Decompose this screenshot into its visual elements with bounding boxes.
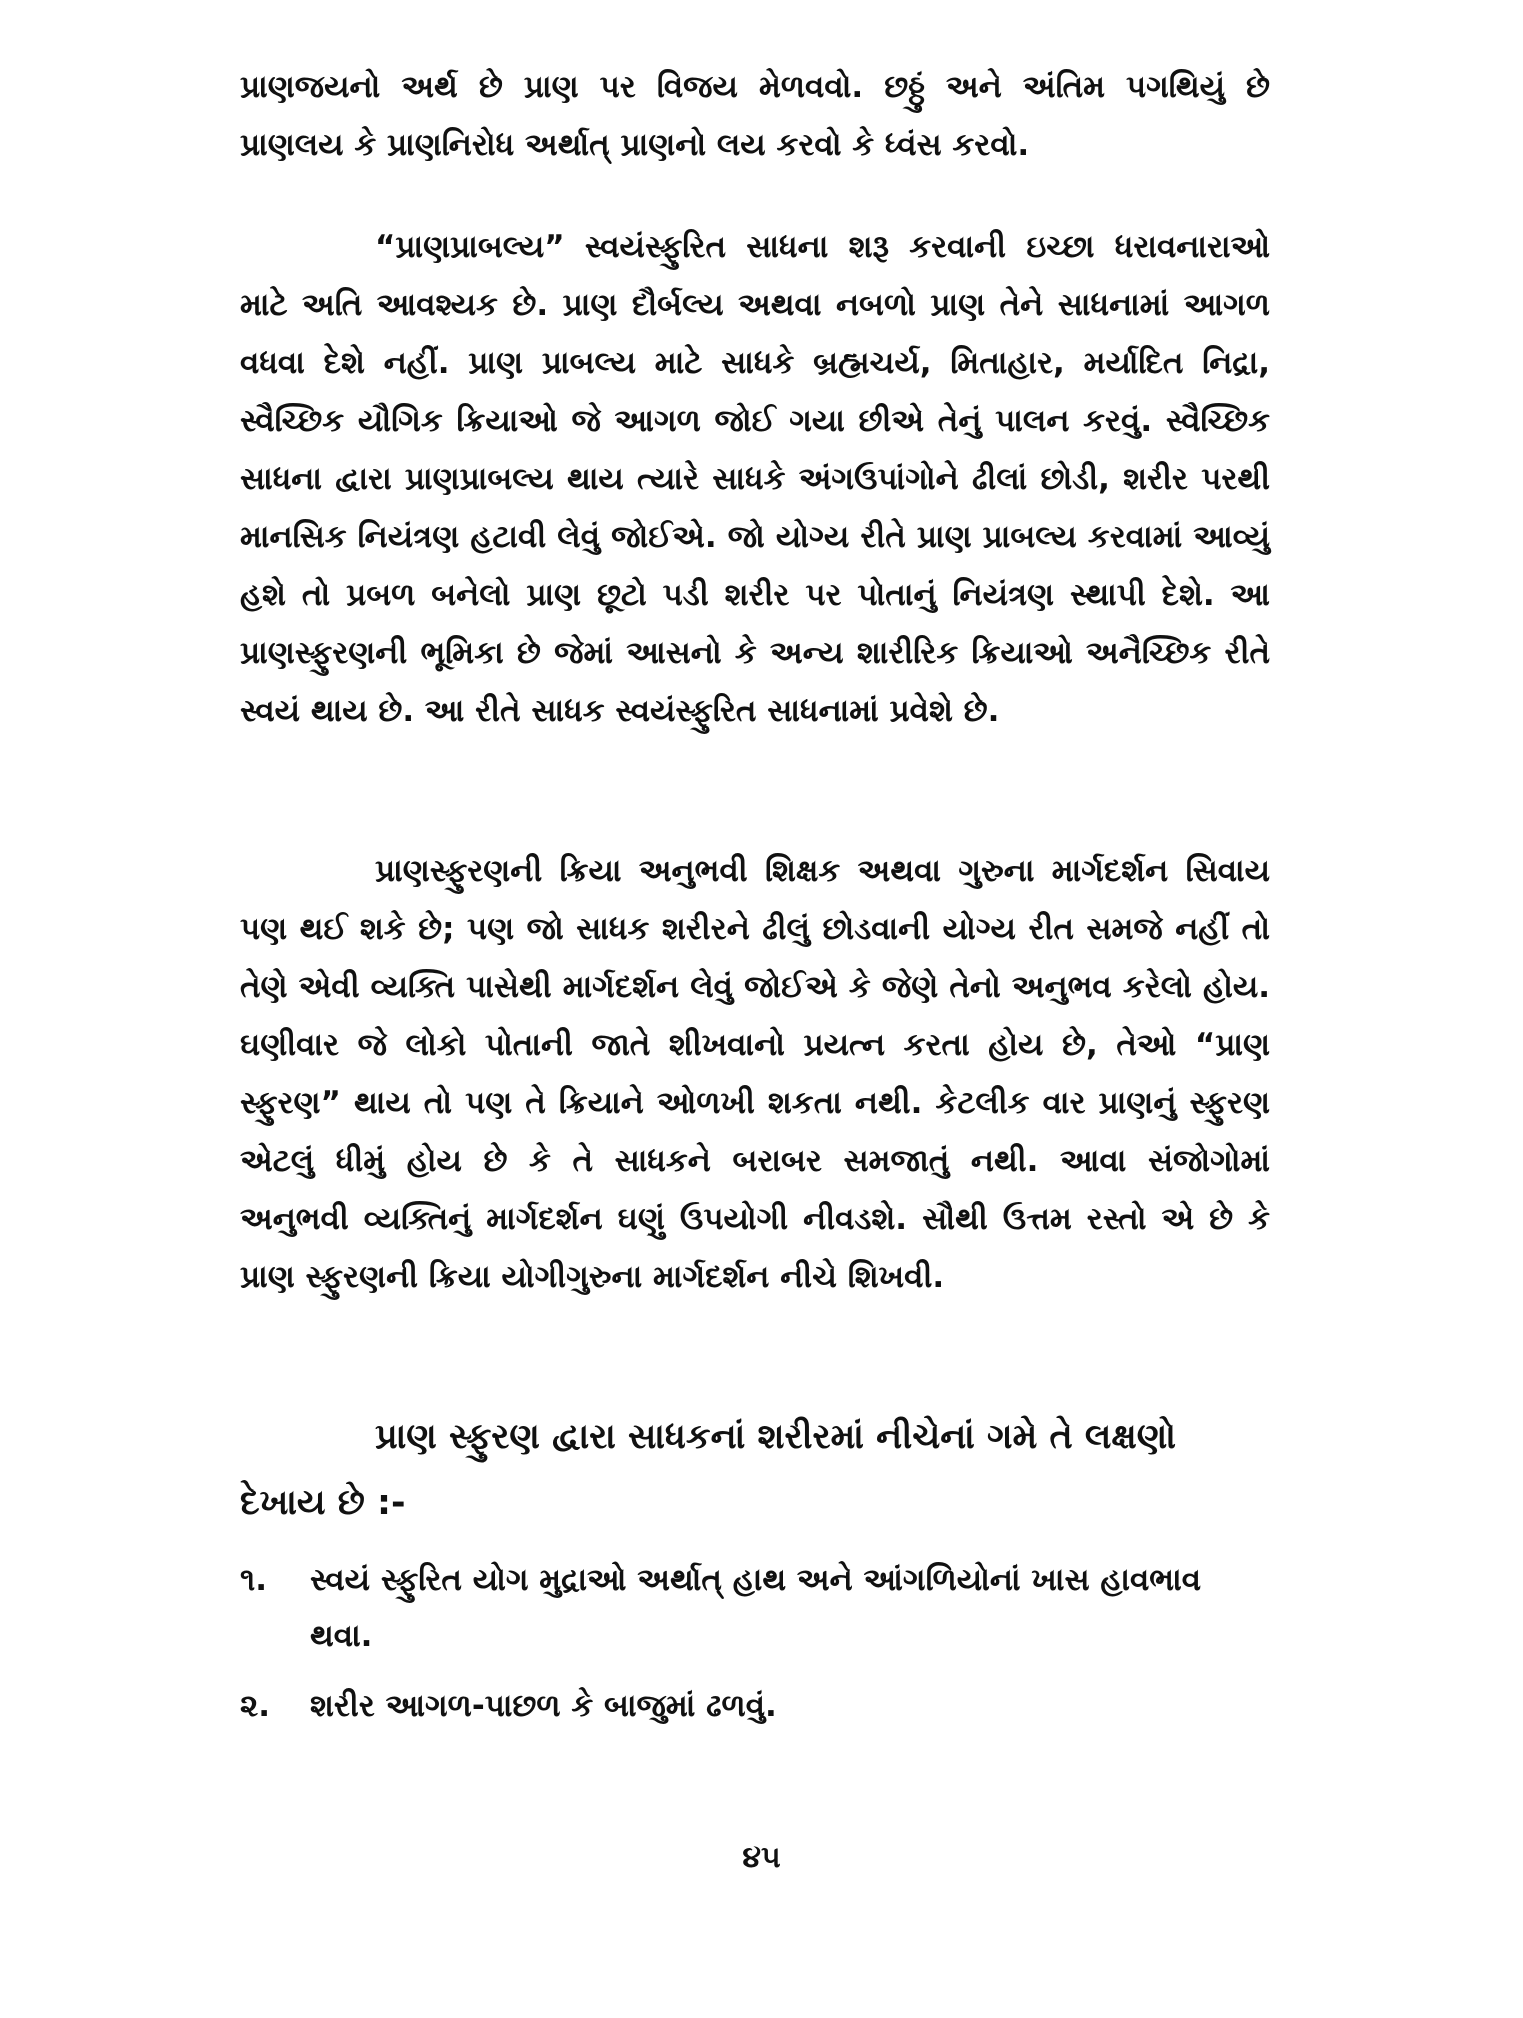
symptom-list xyxy=(240,1552,1270,1748)
section-heading: પ્રાણ સ્ફુરણ દ્વારા સાધકનાં શરીરમાં નીચેનાં ગમે તે લક્ષણો દેખાય છે :- xyxy=(240,1417,1177,1523)
list-item-text: સ્વયં સ્ફુરિત યોગ મુદ્રાઓ અર્થાત્ હાથ અને આંગળિયોનાં ખાસ હાવભાવ થવા. xyxy=(310,1562,1202,1654)
list-item xyxy=(240,1678,1270,1734)
list-item-number: ૧. xyxy=(240,1562,267,1598)
paragraph-2: “પ્રાણપ્રાબલ્ય” સ્વયંસ્ફુરિત સાધના શરૂ કરવાની ઇચ્છા ધરાવનારાઓ માટે અતિ આવશ્યક છે. પ્રાણ દૌર્બલ્ય અથવા નબળો પ્રાણ તેને સાધનામાં આગળ વધવા દેશે નહીં. પ્રાણ પ્રાબલ્ય માટે સાધકે બ્રહ્મચર્ય, મિતાહાર, મર્યાદિત નિદ્રા, સ્વૈચ્છિક યૌગિક ક્રિયાઓ જે આગળ જોઈ ગયા છીએ તેનું પાલન કરવું. સ્વૈચ્છિક સાધના દ્વારા પ્રાણપ્રાબલ્ય થાય ત્યારે સાધકે અંગઉપાંગોને ઢીલાં છોડી, શરીર પરથી માનસિક નિયંત્રણ હટાવી લેવું જોઈએ. જો યોગ્ય રીતે પ્રાણ પ્રાબલ્ય કરવામાં આવ્યું હશે તો પ્રબળ બનેલો પ્રાણ છૂટો પડી શરીર પર પોતાનું નિયંત્રણ સ્થાપી દેશે. આ પ્રાણસ્ફુરણની ભૂમિકા છે જેમાં આસનો કે અન્ય શારીરિક ક્રિયાઓ અનૈચ્છિક રીતે સ્વયં થાય છે. આ રીતે સાધક સ્વયંસ્ફુરિત સાધનામાં પ્રવેશે છે. xyxy=(240,229,1270,729)
paragraph-3: પ્રાણસ્ફુરણની ક્રિયા અનુભવી શિક્ષક અથવા ગુરુના માર્ગદર્શન સિવાય પણ થઈ શકે છે; પણ જો સાધક શરીરને ઢીલું છોડવાની યોગ્ય રીત સમજે નહીં તો તેણે એવી વ્યક્તિ પાસેથી માર્ગદર્શન લેવું જોઈએ કે જેણે તેનો અનુભવ કરેલો હોય. ઘણીવાર જે લોકો પોતાની જાતે શીખવાનો પ્રયત્ન કરતા હોય છે, તેઓ “પ્રાણ સ્ફુરણ” થાય તો પણ તે ક્રિયાને ઓળખી શકતા નથી. કેટલીક વાર પ્રાણનું સ્ફુરણ એટલું ધીમું હોય છે કે તે સાધકને બરાબર સમજાતું નથી. આવા સંજોગોમાં અનુભવી વ્યક્તિનું માર્ગદર્શન ઘણું ઉપયોગી નીવડશે. સૌથી ઉત્તમ રસ્તો એ છે કે પ્રાણ સ્ફુરણની ક્રિયા યોગીગુરુના માર્ગદર્શન નીચે શિખવી. xyxy=(240,853,1270,1295)
list-item xyxy=(240,1552,1270,1664)
list-item-number: ૨. xyxy=(240,1688,270,1724)
paragraph-1: પ્રાણજયનો અર્થ છે પ્રાણ પર વિજય મેળવવો. છઠ્ઠું અને અંતિમ પગથિયું છે પ્રાણલય કે પ્રાણનિરોધ અર્થાત્ પ્રાણનો લય કરવો કે ધ્વંસ કરવો. xyxy=(240,69,1270,163)
list-item-text: શરીર આગળ-પાછળ કે બાજુમાં ઢળવું. xyxy=(310,1688,777,1724)
page-number: ૪૫ xyxy=(742,1840,781,1875)
